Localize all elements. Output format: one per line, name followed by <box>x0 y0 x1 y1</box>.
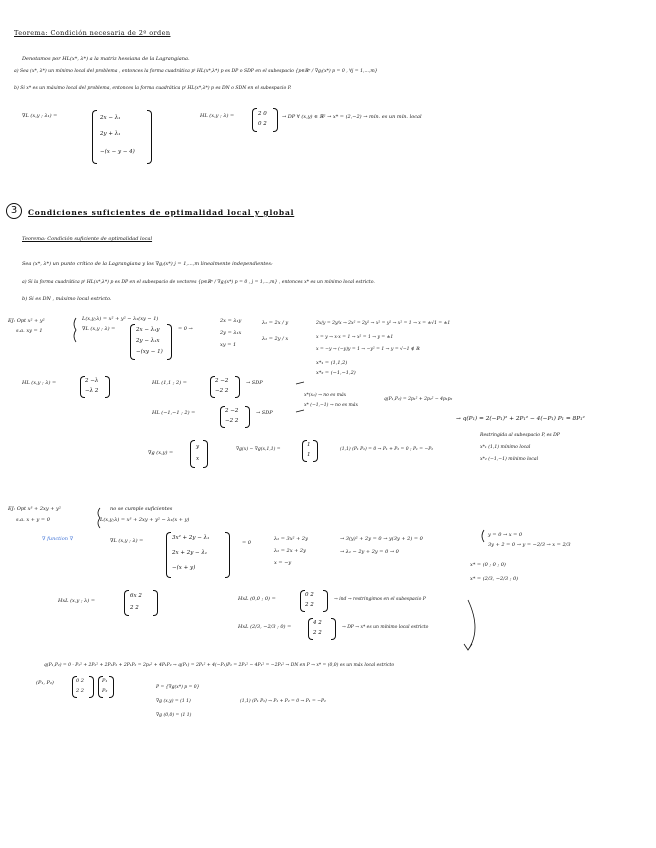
matrix-row: 4 2 <box>313 620 322 626</box>
system-line: 2x = λ₁y <box>220 318 242 324</box>
system-brace <box>74 318 76 342</box>
example1-hessian-matrix <box>80 376 110 398</box>
example2-hessian-matrix <box>124 590 158 616</box>
hessian-matrix <box>252 108 278 132</box>
solution-line: x*₁ = (1,1,2) <box>316 360 348 366</box>
derivation-line: x = −y → (−y)y = 1 → −y² = 1 → y = √−1 ∉ ℝ <box>316 347 420 352</box>
hl-eval-label: HL (1,1 ; 2) = <box>152 380 187 386</box>
vector-entry: P₁ <box>102 678 108 684</box>
derivation-line: → 3(y)² + 2y = 0 → y(3y + 2) = 0 <box>340 536 423 542</box>
equals-zero: = 0 <box>242 540 251 546</box>
hessian-intro: Denotamos por HL(x*, λ*) a la matriz hessiana de la Lagrangiana. <box>22 56 190 62</box>
margin-note: ∇ function ∇ <box>42 536 74 542</box>
theorem-item-b: b) Si es DN , máximo local estricto. <box>22 296 112 302</box>
example2-objective: EJ: Opt x³ + 2xy + y² <box>8 506 61 512</box>
matrix-row: 0 2 <box>76 678 84 684</box>
matrix-row: 2 2 <box>76 688 84 694</box>
solution-line: x* = (0 ; 0 ; 0) <box>470 562 506 568</box>
derivation-line: 2x/y = 2y/x → 2x² = 2y² → x² = y² → x² = 1 → x = ±√1 = ±1 <box>316 321 451 326</box>
vector-entry: 2x − λ₁y <box>136 327 160 333</box>
root-line: 3y + 2 = 0 → y = −2/3 → x = 2/3 <box>488 542 571 548</box>
example2-constraint: s.a. x + y = 0 <box>16 517 50 523</box>
vector-entry: 2y + λ₁ <box>100 131 121 137</box>
matrix-row: −λ 2 <box>85 388 99 394</box>
matrix-row: 6x 2 <box>130 593 142 599</box>
down-arrow <box>464 600 475 650</box>
subspace-system: (1,1) (P₁ P₂) → P₁ + P₂ = 0 → P₁ = −P₂ <box>240 699 326 704</box>
hl-eval-label: HL (−1,−1 ; 2) = <box>152 410 196 416</box>
matrix-row: 2 −λ <box>85 378 99 384</box>
matrix-row: −2 2 <box>225 418 239 424</box>
matrix-row: 0 2 <box>258 121 267 127</box>
sufficient-note: no se cumple suficientes <box>110 506 173 512</box>
matrix-row: 0 2 <box>305 592 314 598</box>
example2-lagrangian: L(x,y;λ) = x³ + 2xy + y² − λ₁(x + y) <box>100 517 190 523</box>
system-line: λ₁ = 2y / x <box>262 336 289 342</box>
root-line: y = 0 → x = 0 <box>488 532 523 538</box>
matrix-row: −2 2 <box>215 388 229 394</box>
restriction-note: x*₂ (−1,−1) mínimo local <box>480 457 539 462</box>
vector-entry: 3x² + 2y − λ₁ <box>172 535 210 541</box>
restriction-note: Restringida al subespacio P, es DP <box>480 433 560 438</box>
matrix-row: 2 2 <box>130 605 139 611</box>
quadratic-form-line: q(P₁,P₂) = 0 · P₁² + 2P₂² + 2P₁P₂ + 2P₁P₂ = 2p₂² + 4P₁P₂ → q(P₁) = 2P₁² + 4(−P₁)P₁ = 2P₁² − 4P₁² = −2P₁² → DN en P → x* = (0,0) es un máx local estricto <box>44 663 395 668</box>
constraint-gradient-eval: ∇g (0,0) = (1 1) <box>156 713 192 718</box>
matrix-row: 2 2 <box>313 630 322 636</box>
hl-eval-result: → SDP <box>256 410 273 416</box>
equals-zero-arrow: = 0 → <box>178 326 193 332</box>
constraint-gradient-eval: ∇g(x) − ∇g(x,1,1) = <box>236 447 281 452</box>
vector-entry: P₂ <box>102 688 108 694</box>
hl-eval-result: → DP → x* es un mínimo local estricto <box>342 625 429 630</box>
vector-entry: −(x + y) <box>172 565 196 571</box>
solution-line: x*₂ = (−1,−1,2) <box>316 370 356 376</box>
hl-eval-matrix <box>308 618 336 640</box>
hl-eval-matrix <box>220 406 250 428</box>
constraint-gradient-label: ∇g (x,y) = <box>148 450 174 456</box>
hl-eval-label: HxL (2/3, −2/3 ; 0) = <box>238 624 292 630</box>
example2-hessian-label: HxL (x,y ; λ) = <box>58 598 96 604</box>
vector-entry: 1 <box>307 452 311 458</box>
vector-entry: x <box>196 456 200 462</box>
matrix-row: 2 2 <box>305 602 314 608</box>
system-line: λ₁ = 2x / y <box>262 320 289 326</box>
theorem-item-a: a) Si la forma cuadrática pᵗ HL(x*,λ*) p es DP en el subespacio de vectores {p∈ℝⁿ / ∇gⱼ(x*) p = 0 , j = 1,...,m} , entonces x* es un mínimo local estricto. <box>22 280 375 285</box>
gradient-label: ∇L (x,y ; λ₁) = <box>22 113 58 119</box>
example1-gradient-vector <box>130 324 172 360</box>
restriction-note: x*₁ (1,1) mínimo local <box>480 445 531 450</box>
system-line: λ₁ = 2x + 2y <box>274 548 306 554</box>
max-note: x*(x₁) → no es máx <box>304 393 347 398</box>
subspace-definition: P = {∇g(x*) p = 0} <box>156 685 200 690</box>
hl-eval-result: → ind → restringimos en el subespacio P <box>334 597 426 602</box>
matrix-row: 2 0 <box>258 111 267 117</box>
theorem-item-a: a) Sea (x*, λ*) un mínimo local del problema , entonces la forma cuadrática pᵗ HL(x*,λ*) p es DP o SDP en el subespacio {p∈ℝⁿ / ∇gⱼ(x*) p = 0 , ∀j = 1,...,m} <box>14 69 378 74</box>
hl-eval-label: HxL (0,0 ; 0) = <box>238 596 276 602</box>
quadratic-restricted: → q(P₁) = 2(−P₁)² + 2P₁² − 4(−P₁) P₁ = 8P₁² <box>456 416 585 422</box>
system-line: xy = 1 <box>220 342 237 348</box>
quadratic-form: q(P₁,P₂) = 2p₁² + 2p₂² − 4p₁p₂ <box>384 397 453 402</box>
hl-eval-matrix <box>210 376 240 398</box>
system-line: 2y = λ₁x <box>220 330 242 336</box>
hl-eval-result: → SDP <box>246 380 263 386</box>
section-title: Condiciones suficientes de optimalidad local y global <box>28 208 295 217</box>
example1-constraint: s.a. xy = 1 <box>16 328 43 334</box>
result-arrow <box>296 382 304 412</box>
theorem-title: Teorema: Condición necesaria de 2º orden <box>14 29 171 37</box>
theorem-item-b: b) Si x* es un máximo local del problema, entonces la forma cuadrática pᵗ HL(x*,λ*) p es DN o SDN en el subespacio P. <box>14 86 292 91</box>
vector-entry: y <box>196 444 200 450</box>
example1-gradient-label: ∇L (x,y ; λ) = <box>82 326 116 332</box>
hessian-label: HL (x,y ; λ) = <box>200 113 235 119</box>
example2-gradient-vector <box>166 532 230 578</box>
root-brace <box>482 530 484 542</box>
theorem-subtitle: Teorema: Condición suficiente de optimalidad local <box>22 236 153 242</box>
constraint-gradient-eval-vector <box>302 440 318 462</box>
theorem-statement: Sea (x*, λ*) un punto crítico de la Lagrangiana y los ∇gⱼ(x*) j = 1,...,m linealmente independientes: <box>22 261 273 267</box>
vector-entry: 1 <box>307 442 311 448</box>
section-number: 3 <box>6 203 22 219</box>
example1-hessian-label: HL (x,y ; λ) = <box>22 380 57 386</box>
constraint-gradient-vector <box>190 440 208 468</box>
p-vector-label: (P₁, P₂) <box>36 680 54 686</box>
derivation-line: x = y → x·x = 1 → x² = 1 → y = ±1 <box>316 335 394 340</box>
gradient-vector <box>92 110 152 164</box>
constraint-gradient: ∇g (x,y) = (1 1) <box>156 699 191 704</box>
matrix-row: 2 −2 <box>215 378 229 384</box>
hessian-result: → DP ∀ (x,y) ∈ ℝ² → x* = (2,−2) → mín. es un mín. local <box>282 114 422 120</box>
example1-lagrangian: L(x,y;λ) = x² + y² − λ₁(xy − 1) <box>82 316 159 322</box>
vector-entry: −(xy − 1) <box>136 349 163 355</box>
solution-line: x* = (2/3, −2/3 ; 0) <box>470 576 519 582</box>
vector-entry: 2y − λ₁x <box>136 338 160 344</box>
example1-objective: EJ: Opt x² + y² <box>8 318 45 324</box>
system-line: λ₁ = 3x² + 2y <box>274 536 308 542</box>
hl-eval-matrix <box>300 590 328 612</box>
matrix-row: 2 −2 <box>225 408 239 414</box>
p-matrix <box>72 676 94 698</box>
subspace-system: (1,1) (P₁ P₂) = 0 → P₁ + P₂ = 0 ; P₁ = −P₂ <box>340 447 434 452</box>
max-note: x* (−1,−1) → no es máx <box>304 403 358 408</box>
vector-entry: 2x − λ₁ <box>100 115 121 121</box>
example2-gradient-label: ∇L (x,y ; λ) = <box>110 538 144 544</box>
vector-entry: −(x − y − 4) <box>100 149 135 155</box>
p-vector <box>98 676 114 698</box>
derivation-line: → λ₁ − 2y + 2y = 0 → 0 <box>340 549 399 555</box>
system-line: x = −y <box>274 560 292 566</box>
vector-entry: 2x + 2y − λ₁ <box>172 550 208 556</box>
